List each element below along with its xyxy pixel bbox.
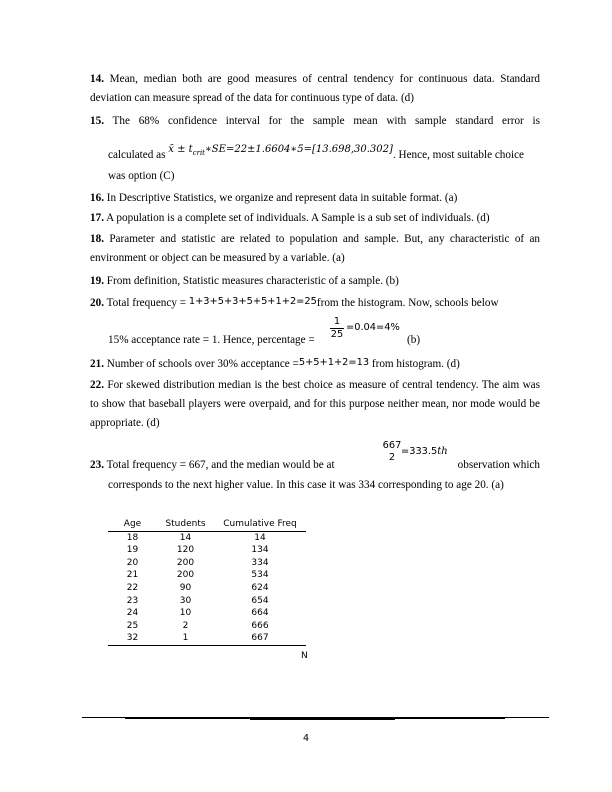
table-row: 32 1 667 <box>108 632 306 645</box>
answer-20-fraction: $\frac{1}{25}$ <box>330 316 344 340</box>
page-number: 4 <box>302 733 310 744</box>
footer-rule-center <box>250 717 395 720</box>
column-header-cumulative-freq: Cumulative Freq <box>214 518 306 531</box>
answer-20-choice: (b) <box>407 334 421 346</box>
answer-14-text: Mean, median both are good measures of central tendency for continuous data. Standard deviation can measure spread of the data for continuous type of data. (d) <box>90 73 541 104</box>
answer-23-line2: corresponds to the next higher value. In this case it was 334 corresponding to age 20. (a) <box>108 479 504 491</box>
table-row: 24 10 664 <box>126 608 269 619</box>
column-header-students: Students <box>157 518 214 531</box>
table-row: 18 14 14 <box>126 532 266 543</box>
answer-14: 14. Mean, median both are good measures of central tendency for continuous data. Standard deviation can measure spread of the data for continuous type of data. (d) <box>90 73 541 104</box>
answer-21-sum: 5+5+1+2=13 <box>298 357 370 368</box>
table-row: 20 200 334 <box>126 557 269 568</box>
answer-23-cont: observation which <box>457 459 540 471</box>
answer-23-fraction: 667 2 <box>382 440 402 463</box>
table-row: 21 200 534 <box>126 570 269 581</box>
answer-17: 17. A population is a complete set of individuals. A Sample is a sub set of individuals. (d) <box>90 212 490 224</box>
age-frequency-table <box>108 518 306 646</box>
table-row: 22 90 624 <box>126 582 269 593</box>
answer-20-line2: 15% acceptance rate = 1. Hence, percentage = <box>108 334 315 346</box>
table-header-row <box>108 518 306 531</box>
answer-15: 15. The 68% confidence interval for the sample mean with sample standard error is <box>90 115 540 127</box>
table-row: 19 120 134 <box>126 545 269 556</box>
answer-15-end: was option (C) <box>108 170 175 182</box>
answer-16: 16. In Descriptive Statistics, we organize and represent data in suitable format. (a) <box>90 192 458 204</box>
answer-19: 19. From definition, Statistic measures characteristic of a sample. (b) <box>90 275 399 287</box>
column-header-age: Age <box>108 518 157 531</box>
answer-18: 18. Parameter and statistic are related to population and sample. But, any characteristic of an environment or object can be measured by a variable. (a) <box>90 233 541 264</box>
answer-21: 21. Number of schools over 30% acceptance =5+5+1+2=13 from histogram. (d) <box>90 357 460 370</box>
answer-23: 23. Total frequency = 667, and the median would be at <box>90 459 335 471</box>
table-row: 25 2 666 <box>126 620 269 631</box>
answer-15-formula: x̄ ± $t_{crit}∗SE=22\pm 1.6604∗5=[13.698,30.302]$ <box>168 144 393 157</box>
answer-22: 22. For skewed distribution median is the best choice as measure of central tendency. The aim was to show that baseball players were overpaid, and for this purpose neither mean, nor mode would be appropriate. (d) <box>90 379 540 429</box>
answer-23-median: =333.5th <box>401 446 448 457</box>
table-row: 23 30 654 <box>126 595 269 606</box>
total-n-label: N <box>301 651 308 661</box>
answer-20: 20. Total frequency = 1+3+5+3+5+5+1+2=25from the histogram. Now, schools below <box>90 296 499 309</box>
answer-15-formula-line: calculated as x̄ ± $t_{crit}∗SE=22\pm 1.6604∗5=[13.698,30.302]$. Hence, most suitable choice <box>108 144 525 161</box>
answer-20-sum: 1+3+5+3+5+5+1+2=25 <box>188 296 317 307</box>
answer-20-percent: =0.04=4% <box>346 322 400 333</box>
